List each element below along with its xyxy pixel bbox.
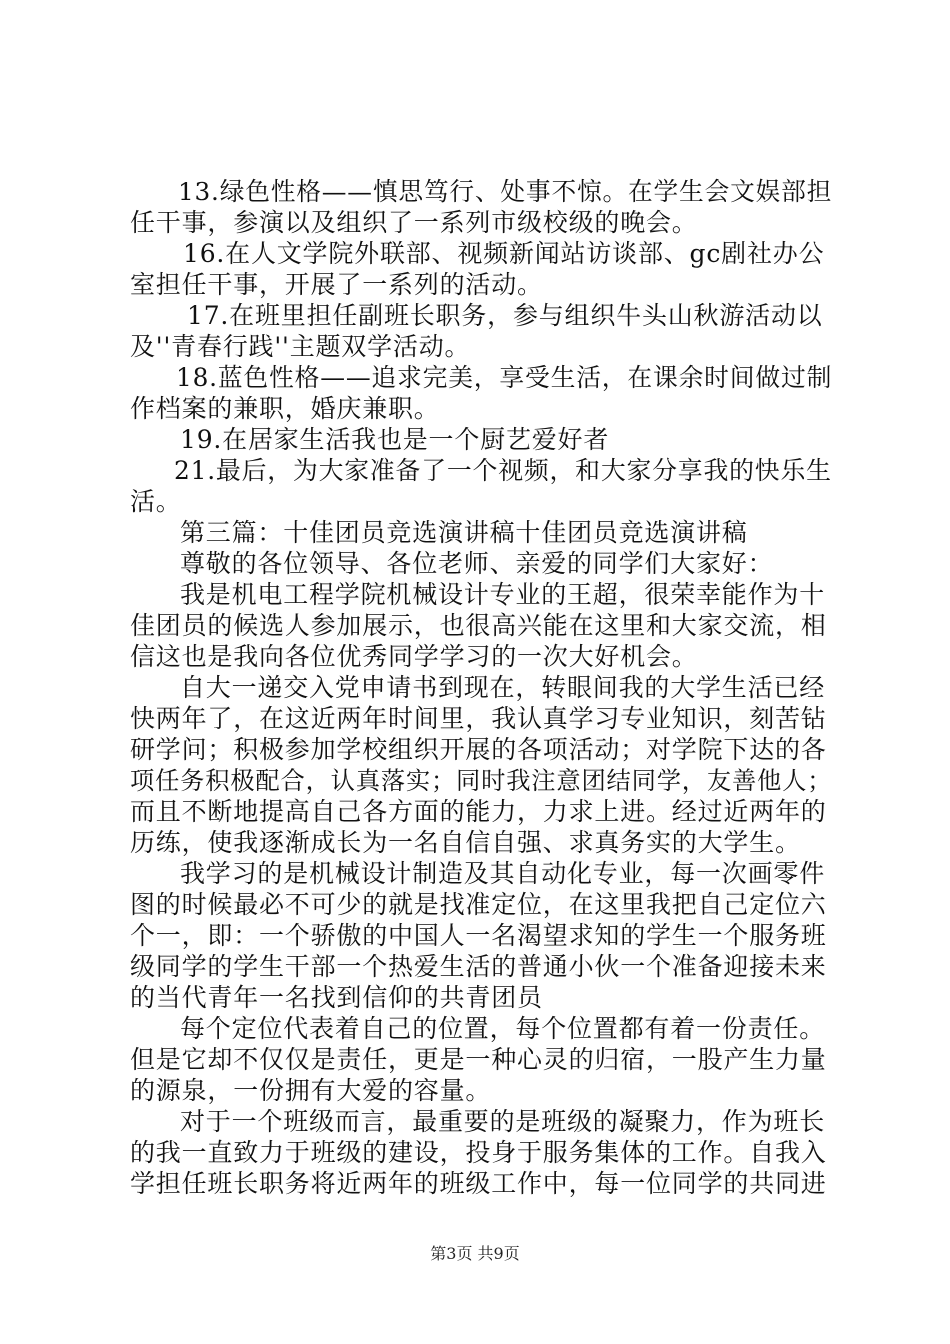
text-line: 16.在人文学院外联部、视频新闻站访谈部、gc剧社办公 — [183, 239, 825, 268]
text-line: 快两年了，在这近两年时间里，我认真学习专业知识，刻苦钻 — [130, 704, 827, 733]
text-line: 个一，即：一个骄傲的中国人一名渴望求知的学生一个服务班 — [130, 921, 827, 950]
text-line: 学担任班长职务将近两年的班级工作中，每一位同学的共同进 — [130, 1169, 827, 1198]
text-line: 图的时候最必不可少的就是找准定位，在这里我把自己定位六 — [130, 890, 827, 919]
text-line: 任干事，参演以及组织了一系列市级校级的晚会。 — [130, 208, 698, 237]
text-line: 我学习的是机械设计制造及其自动化专业，每一次画零件 — [180, 859, 826, 888]
text-line: 18.蓝色性格——追求完美，享受生活，在课余时间做过制 — [176, 363, 833, 392]
text-line: 的源泉，一份拥有大爱的容量。 — [130, 1076, 492, 1105]
text-line: 自大一递交入党申请书到现在，转眼间我的大学生活已经 — [180, 673, 826, 702]
text-line: 19.在居家生活我也是一个厨艺爱好者 — [180, 425, 610, 454]
text-line: 的我一直致力于班级的建设，投身于服务集体的工作。自我入 — [130, 1138, 827, 1167]
text-line: 室担任干事，开展了一系列的活动。 — [130, 270, 543, 299]
text-line: 尊敬的各位领导、各位老师、亲爱的同学们大家好： — [180, 549, 774, 578]
text-line: 的当代青年一名找到信仰的共青团员 — [130, 983, 543, 1012]
section-heading: 第三篇：十佳团员竞选演讲稿十佳团员竞选演讲稿 — [180, 518, 748, 547]
text-line: 活。 — [130, 487, 182, 516]
text-line: 信这也是我向各位优秀同学学习的一次大好机会。 — [130, 642, 698, 671]
text-line: 历练，使我逐渐成长为一名自信自强、求真务实的大学生。 — [130, 828, 801, 857]
text-line: 及''青春行践''主题双学活动。 — [130, 332, 471, 361]
text-line: 但是它却不仅仅是责任，更是一种心灵的归宿，一股产生力量 — [130, 1045, 827, 1074]
text-line: 我是机电工程学院机械设计专业的王超，很荣幸能作为十 — [180, 580, 826, 609]
text-line: 每个定位代表着自己的位置，每个位置都有着一份责任。 — [180, 1014, 826, 1043]
text-line: 而且不断地提高自己各方面的能力，力求上进。经过近两年的 — [130, 797, 827, 826]
text-line: 13.绿色性格——慎思笃行、处事不惊。在学生会文娱部担 — [178, 177, 833, 206]
text-line: 17.在班里担任副班长职务，参与组织牛头山秋游活动以 — [187, 301, 823, 330]
text-line: 项任务积极配合，认真落实；同时我注意团结同学，友善他人； — [130, 766, 833, 795]
page-number: 第3页 共9页 — [430, 1244, 520, 1263]
text-line: 作档案的兼职，婚庆兼职。 — [130, 394, 440, 423]
text-line: 对于一个班级而言，最重要的是班级的凝聚力，作为班长 — [180, 1107, 826, 1136]
text-line: 研学问；积极参加学校组织开展的各项活动；对学院下达的各 — [130, 735, 827, 764]
text-line: 21.最后，为大家准备了一个视频，和大家分享我的快乐生 — [174, 456, 832, 485]
text-line: 佳团员的候选人参加展示，也很高兴能在这里和大家交流，相 — [130, 611, 827, 640]
text-line: 级同学的学生干部一个热爱生活的普通小伙一个准备迎接未来 — [130, 952, 827, 981]
